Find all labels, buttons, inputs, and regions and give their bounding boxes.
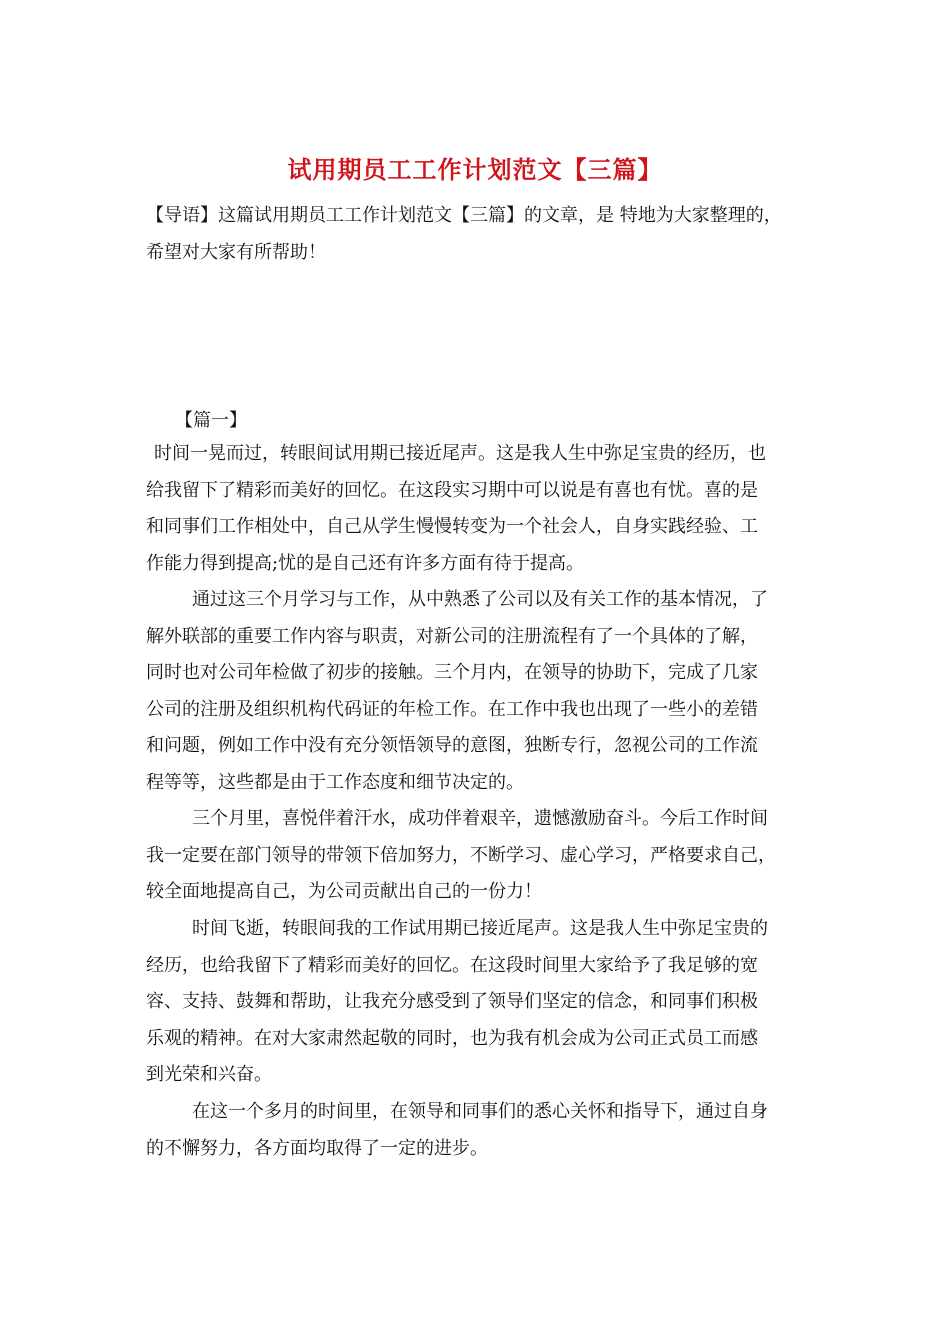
paragraph-4-line-5: 到光荣和兴奋。 — [146, 1064, 272, 1085]
paragraph-1-line-1: 时间一晃而过，转眼间试用期已接近尾声。这是我人生中弥足宝贵的经历，也 — [154, 443, 766, 464]
paragraph-1-line-2: 给我留下了精彩而美好的回忆。在这段实习期中可以说是有喜也有忧。喜的是 — [146, 479, 758, 501]
paragraph-2-line-5: 和问题，例如工作中没有充分领悟领导的意图，独断专行，忽视公司的工作流 — [146, 735, 758, 756]
paragraph-4-line-1: 时间飞逝，转眼间我的工作试用期已接近尾声。这是我人生中弥足宝贵的 — [192, 918, 768, 939]
intro-paragraph — [146, 197, 806, 271]
intro-line-2: 希望对大家有所帮助！ — [146, 242, 326, 263]
intro-line-1: 【导语】这篇试用期员工工作计划范文【三篇】的文章，是 特地为大家整理的， — [146, 205, 782, 226]
paragraph-2-line-1: 通过这三个月学习与工作，从中熟悉了公司以及有关工作的基本情况，了 — [192, 589, 768, 610]
paragraph-2-line-3: 同时也对公司年检做了初步的接触。三个月内，在领导的协助下，完成了几家 — [146, 662, 758, 683]
paragraph-1-line-3: 和同事们工作相处中，自己从学生慢慢转变为一个社会人，自身实践经验、工 — [146, 516, 758, 537]
section-label: 【篇一】 — [175, 410, 247, 431]
paragraph-1-line-4: 作能力得到提高;忧的是自己还有许多方面有待于提高。 — [146, 552, 585, 574]
paragraph-5 — [146, 1094, 806, 1167]
paragraph-2 — [146, 582, 806, 801]
paragraph-3-line-1: 三个月里，喜悦伴着汗水，成功伴着艰辛，遗憾激励奋斗。今后工作时间 — [192, 808, 768, 829]
document-title: 试用期员工工作计划范文【三篇】 — [287, 155, 663, 184]
paragraph-3-line-2: 我一定要在部门领导的带领下倍加努力，不断学习、虚心学习，严格要求自己， — [146, 844, 776, 866]
paragraph-4 — [146, 911, 806, 1094]
paragraph-5-line-2: 的不懈努力，各方面均取得了一定的进步。 — [146, 1137, 488, 1159]
paragraph-2-line-4: 公司的注册及组织机构代码证的年检工作。在工作中我也出现了一些小的差错 — [146, 698, 758, 720]
paragraph-4-line-4: 乐观的精神。在对大家肃然起敬的同时，也为我有机会成为公司正式员工而感 — [146, 1027, 758, 1049]
paragraph-2-line-2: 解外联部的重要工作内容与职责，对新公司的注册流程有了一个具体的了解， — [146, 625, 758, 647]
paragraph-2-line-6: 程等等，这些都是由于工作态度和细节决定的。 — [146, 771, 524, 793]
paragraph-5-line-1: 在这一个多月的时间里，在领导和同事们的悉心关怀和指导下，通过自身 — [192, 1101, 768, 1122]
paragraph-3 — [146, 801, 806, 911]
paragraph-3-line-3: 较全面地提高自己，为公司贡献出自己的一份力！ — [146, 881, 542, 902]
paragraph-4-line-2: 经历，也给我留下了精彩而美好的回忆。在这段时间里大家给予了我足够的宽 — [146, 954, 758, 976]
paragraph-4-line-3: 容、支持、鼓舞和帮助，让我充分感受到了领导们坚定的信念，和同事们积极 — [146, 991, 758, 1012]
paragraph-1 — [146, 436, 806, 582]
